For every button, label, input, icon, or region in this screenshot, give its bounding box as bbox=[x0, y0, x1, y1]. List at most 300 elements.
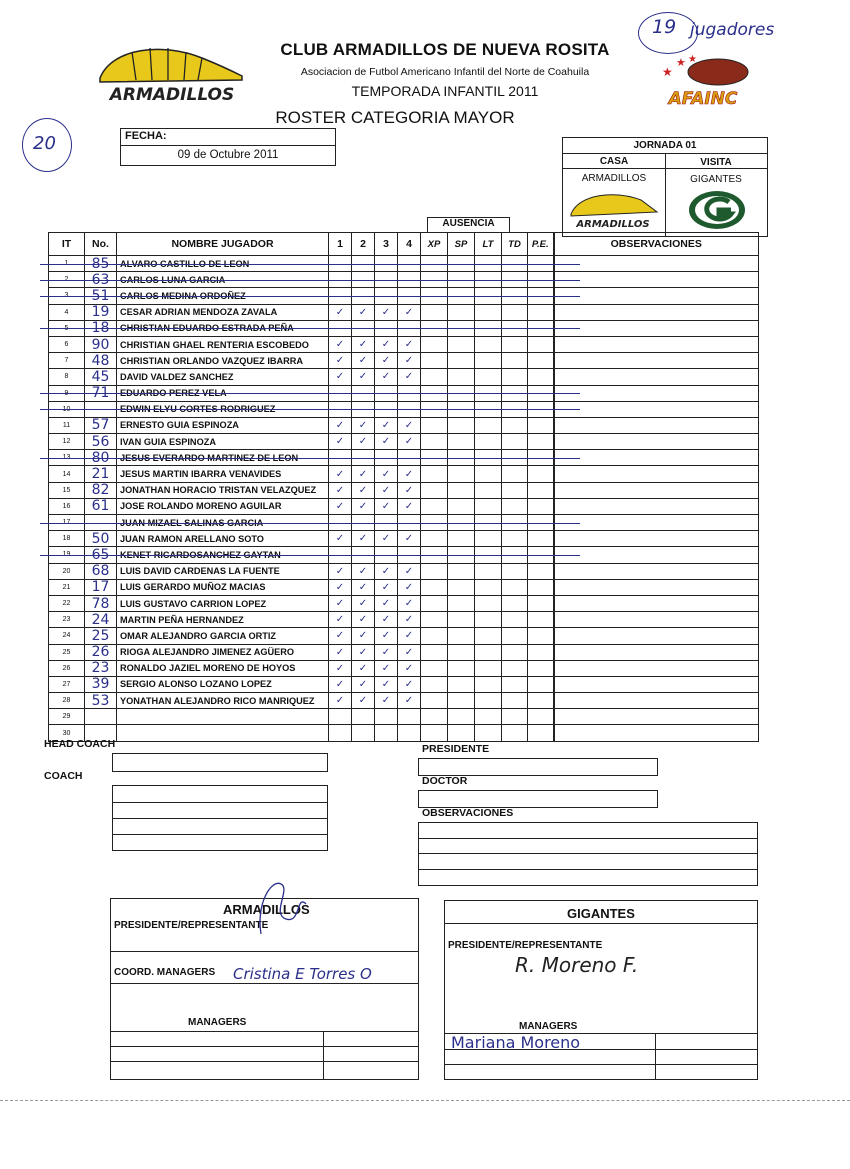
quarter-1-check: ✓ bbox=[329, 466, 352, 482]
absence-pe-cell bbox=[528, 709, 554, 725]
doctor-field bbox=[418, 790, 658, 808]
player-it: 10 bbox=[49, 401, 85, 417]
strike-through-line bbox=[40, 328, 580, 329]
quarter-4-check bbox=[398, 725, 421, 741]
quarter-2-check: ✓ bbox=[352, 434, 375, 450]
strike-through-line bbox=[40, 264, 580, 265]
player-it: 19 bbox=[49, 547, 85, 563]
absence-xp-cell bbox=[421, 304, 448, 320]
quarter-2-check: ✓ bbox=[352, 466, 375, 482]
absence-xp-cell bbox=[421, 644, 448, 660]
absence-pe-cell bbox=[528, 725, 554, 741]
table-row bbox=[49, 563, 759, 579]
observation-cell bbox=[554, 369, 759, 385]
absence-pe-cell bbox=[528, 693, 554, 709]
quarter-2-check: ✓ bbox=[352, 612, 375, 628]
observation-cell bbox=[554, 660, 759, 676]
absence-xp-cell bbox=[421, 709, 448, 725]
absence-xp-cell bbox=[421, 466, 448, 482]
quarter-4-check: ✓ bbox=[398, 628, 421, 644]
absence-xp-cell bbox=[421, 434, 448, 450]
absence-lt-cell bbox=[475, 336, 502, 352]
player-it: 13 bbox=[49, 450, 85, 466]
absence-sp-cell bbox=[448, 693, 475, 709]
absence-td-cell bbox=[502, 417, 528, 433]
quarter-3-check: ✓ bbox=[375, 531, 398, 547]
observation-cell bbox=[554, 612, 759, 628]
armadillos-team-logo bbox=[565, 190, 663, 230]
quarter-2-check: ✓ bbox=[352, 563, 375, 579]
observation-cell bbox=[554, 336, 759, 352]
col-no: No. bbox=[85, 233, 117, 256]
player-it: 16 bbox=[49, 498, 85, 514]
presidente-field bbox=[418, 758, 658, 776]
absence-td-cell bbox=[502, 676, 528, 692]
quarter-3-check: ✓ bbox=[375, 628, 398, 644]
page-bottom-line bbox=[0, 1100, 850, 1101]
player-number: 25 bbox=[85, 628, 117, 644]
player-number: 90 bbox=[85, 336, 117, 352]
svg-text:ARMADILLOS: ARMADILLOS bbox=[576, 219, 650, 230]
col-it: IT bbox=[49, 233, 85, 256]
quarter-1-check: ✓ bbox=[329, 417, 352, 433]
player-number: 17 bbox=[85, 579, 117, 595]
absence-sp-cell bbox=[448, 563, 475, 579]
player-number: 21 bbox=[85, 466, 117, 482]
table-row bbox=[49, 336, 759, 352]
quarter-3-check: ✓ bbox=[375, 595, 398, 611]
player-name: CESAR ADRIAN MENDOZA ZAVALA bbox=[117, 304, 329, 320]
quarter-4-check: ✓ bbox=[398, 304, 421, 320]
absence-pe-cell bbox=[528, 595, 554, 611]
player-number: 65 bbox=[85, 547, 117, 563]
player-number: 80 bbox=[85, 450, 117, 466]
absence-pe-cell bbox=[528, 644, 554, 660]
observation-cell bbox=[554, 579, 759, 595]
association-name: Asociacion de Futbol Americano Infantil del Norte de Coahuila bbox=[300, 66, 590, 78]
absence-lt-cell bbox=[475, 709, 502, 725]
absence-sp-cell bbox=[448, 612, 475, 628]
player-it: 25 bbox=[49, 644, 85, 660]
player-it: 3 bbox=[49, 288, 85, 304]
home-coord-signature: Cristina E Torres O bbox=[233, 965, 372, 983]
absence-lt-cell bbox=[475, 725, 502, 741]
player-name: CHRISTIAN EDUARDO ESTRADA PEÑA bbox=[117, 320, 329, 336]
player-it: 20 bbox=[49, 563, 85, 579]
quarter-4-check: ✓ bbox=[398, 660, 421, 676]
roster-title: ROSTER CATEGORIA MAYOR bbox=[275, 108, 515, 127]
player-it: 9 bbox=[49, 385, 85, 401]
home-presidente-signature bbox=[251, 874, 311, 944]
observation-cell bbox=[554, 644, 759, 660]
absence-sp-cell bbox=[448, 531, 475, 547]
player-it: 18 bbox=[49, 531, 85, 547]
player-name: EDWIN ELYU CORTES RODRIGUEZ bbox=[117, 401, 329, 417]
col-q3: 3 bbox=[375, 233, 398, 256]
observation-cell bbox=[554, 466, 759, 482]
absence-xp-cell bbox=[421, 417, 448, 433]
player-it: 6 bbox=[49, 336, 85, 352]
absence-td-cell bbox=[502, 482, 528, 498]
absence-lt-cell bbox=[475, 693, 502, 709]
absence-sp-cell bbox=[448, 434, 475, 450]
quarter-1-check: ✓ bbox=[329, 482, 352, 498]
quarter-1-check: ✓ bbox=[329, 676, 352, 692]
observation-cell bbox=[554, 676, 759, 692]
absence-sp-cell bbox=[448, 498, 475, 514]
strike-through-line bbox=[40, 280, 580, 281]
ausencia-header: AUSENCIA bbox=[427, 217, 510, 233]
quarter-2-check: ✓ bbox=[352, 660, 375, 676]
player-name: IVAN GUIA ESPINOZA bbox=[117, 434, 329, 450]
observation-cell bbox=[554, 304, 759, 320]
quarter-1-check bbox=[329, 725, 352, 741]
table-row bbox=[49, 482, 759, 498]
absence-xp-cell bbox=[421, 498, 448, 514]
player-it: 14 bbox=[49, 466, 85, 482]
player-number: 26 bbox=[85, 644, 117, 660]
home-managers-label: MANAGERS bbox=[188, 1017, 247, 1028]
quarter-4-check: ✓ bbox=[398, 579, 421, 595]
quarter-2-check: ✓ bbox=[352, 595, 375, 611]
quarter-1-check: ✓ bbox=[329, 531, 352, 547]
quarter-4-check: ✓ bbox=[398, 466, 421, 482]
absence-sp-cell bbox=[448, 725, 475, 741]
absence-pe-cell bbox=[528, 628, 554, 644]
absence-lt-cell bbox=[475, 498, 502, 514]
quarter-4-check: ✓ bbox=[398, 417, 421, 433]
absence-td-cell bbox=[502, 498, 528, 514]
absence-lt-cell bbox=[475, 482, 502, 498]
player-it: 5 bbox=[49, 320, 85, 336]
quarter-4-check: ✓ bbox=[398, 369, 421, 385]
quarter-2-check: ✓ bbox=[352, 676, 375, 692]
quarter-1-check: ✓ bbox=[329, 353, 352, 369]
handwritten-20: 20 bbox=[33, 133, 56, 154]
player-number: 18 bbox=[85, 320, 117, 336]
quarter-3-check: ✓ bbox=[375, 612, 398, 628]
quarter-2-check: ✓ bbox=[352, 304, 375, 320]
player-number: 68 bbox=[85, 563, 117, 579]
head-coach-label: HEAD COACH bbox=[44, 738, 116, 750]
absence-pe-cell bbox=[528, 579, 554, 595]
absence-pe-cell bbox=[528, 531, 554, 547]
player-name: OMAR ALEJANDRO GARCIA ORTIZ bbox=[117, 628, 329, 644]
table-row bbox=[49, 709, 759, 725]
quarter-1-check: ✓ bbox=[329, 304, 352, 320]
quarter-2-check bbox=[352, 725, 375, 741]
player-it: 29 bbox=[49, 709, 85, 725]
player-number: 50 bbox=[85, 531, 117, 547]
quarter-1-check: ✓ bbox=[329, 563, 352, 579]
quarter-3-check: ✓ bbox=[375, 579, 398, 595]
absence-sp-cell bbox=[448, 336, 475, 352]
player-it: 4 bbox=[49, 304, 85, 320]
quarter-3-check: ✓ bbox=[375, 466, 398, 482]
player-name bbox=[117, 709, 329, 725]
fecha-value: 09 de Octubre 2011 bbox=[177, 149, 279, 161]
absence-xp-cell bbox=[421, 563, 448, 579]
player-it: 8 bbox=[49, 369, 85, 385]
observation-cell bbox=[554, 482, 759, 498]
player-number: 24 bbox=[85, 612, 117, 628]
table-row bbox=[49, 660, 759, 676]
strike-through-line bbox=[40, 409, 580, 410]
quarter-4-check: ✓ bbox=[398, 482, 421, 498]
absence-pe-cell bbox=[528, 660, 554, 676]
table-row bbox=[49, 531, 759, 547]
quarter-3-check: ✓ bbox=[375, 498, 398, 514]
player-it: 2 bbox=[49, 272, 85, 288]
player-number: 48 bbox=[85, 353, 117, 369]
quarter-2-check: ✓ bbox=[352, 353, 375, 369]
observation-cell bbox=[554, 385, 759, 401]
observation-cell bbox=[554, 417, 759, 433]
observation-cell bbox=[554, 595, 759, 611]
fecha-box bbox=[120, 128, 336, 166]
player-it: 17 bbox=[49, 515, 85, 531]
absence-sp-cell bbox=[448, 369, 475, 385]
visita-label: VISITA bbox=[700, 157, 732, 168]
absence-lt-cell bbox=[475, 628, 502, 644]
away-team-title: GIGANTES bbox=[567, 906, 635, 921]
absence-xp-cell bbox=[421, 660, 448, 676]
absence-td-cell bbox=[502, 353, 528, 369]
observation-cell bbox=[554, 563, 759, 579]
quarter-1-check: ✓ bbox=[329, 612, 352, 628]
observation-cell bbox=[554, 256, 759, 272]
quarter-4-check: ✓ bbox=[398, 612, 421, 628]
observation-cell bbox=[554, 628, 759, 644]
observation-cell bbox=[554, 450, 759, 466]
absence-pe-cell bbox=[528, 434, 554, 450]
player-name: CHRISTIAN ORLANDO VAZQUEZ IBARRA bbox=[117, 353, 329, 369]
quarter-3-check: ✓ bbox=[375, 693, 398, 709]
absence-lt-cell bbox=[475, 644, 502, 660]
absence-xp-cell bbox=[421, 369, 448, 385]
absence-lt-cell bbox=[475, 417, 502, 433]
quarter-2-check: ✓ bbox=[352, 482, 375, 498]
quarter-1-check: ✓ bbox=[329, 336, 352, 352]
absence-sp-cell bbox=[448, 579, 475, 595]
club-title: CLUB ARMADILLOS DE NUEVA ROSITA bbox=[280, 40, 610, 59]
absence-sp-cell bbox=[448, 709, 475, 725]
svg-text:AFAINC: AFAINC bbox=[668, 89, 738, 109]
quarter-4-check: ✓ bbox=[398, 353, 421, 369]
col-q4: 4 bbox=[398, 233, 421, 256]
absence-lt-cell bbox=[475, 676, 502, 692]
player-number: 51 bbox=[85, 288, 117, 304]
table-row bbox=[49, 434, 759, 450]
quarter-2-check: ✓ bbox=[352, 579, 375, 595]
absence-xp-cell bbox=[421, 353, 448, 369]
absence-xp-cell bbox=[421, 336, 448, 352]
strike-through-line bbox=[40, 296, 580, 297]
absence-pe-cell bbox=[528, 676, 554, 692]
absence-pe-cell bbox=[528, 336, 554, 352]
table-row bbox=[49, 612, 759, 628]
player-name: LUIS GERARDO MUÑOZ MACIAS bbox=[117, 579, 329, 595]
absence-lt-cell bbox=[475, 563, 502, 579]
player-it: 7 bbox=[49, 353, 85, 369]
player-name: JESUS MARTIN IBARRA VENAVIDES bbox=[117, 466, 329, 482]
player-name: CHRISTIAN GHAEL RENTERIA ESCOBEDO bbox=[117, 336, 329, 352]
casa-team: ARMADILLOS bbox=[581, 173, 647, 184]
absence-sp-cell bbox=[448, 466, 475, 482]
gigantes-signature-box bbox=[444, 900, 758, 1080]
observation-cell bbox=[554, 515, 759, 531]
player-name: JUAN MIZAEL SALINAS GARCIA bbox=[117, 515, 329, 531]
player-it: 23 bbox=[49, 612, 85, 628]
quarter-3-check: ✓ bbox=[375, 417, 398, 433]
season-title: TEMPORADA INFANTIL 2011 bbox=[351, 83, 539, 99]
absence-td-cell bbox=[502, 644, 528, 660]
player-it: 30 bbox=[49, 725, 85, 741]
absence-td-cell bbox=[502, 612, 528, 628]
table-row bbox=[49, 644, 759, 660]
player-name: RONALDO JAZIEL MORENO DE HOYOS bbox=[117, 660, 329, 676]
player-it: 21 bbox=[49, 579, 85, 595]
absence-xp-cell bbox=[421, 693, 448, 709]
observation-cell bbox=[554, 434, 759, 450]
quarter-1-check: ✓ bbox=[329, 498, 352, 514]
quarter-4-check: ✓ bbox=[398, 693, 421, 709]
player-name: DAVID VALDEZ SANCHEZ bbox=[117, 369, 329, 385]
absence-xp-cell bbox=[421, 531, 448, 547]
player-name: KENET RICARDOSANCHEZ GAYTAN bbox=[117, 547, 329, 563]
absence-td-cell bbox=[502, 693, 528, 709]
handwritten-player-count: 19 bbox=[652, 16, 677, 38]
doctor-label: DOCTOR bbox=[422, 775, 468, 787]
quarter-2-check: ✓ bbox=[352, 531, 375, 547]
observation-cell bbox=[554, 401, 759, 417]
strike-through-line bbox=[40, 523, 580, 524]
player-name: JUAN RAMON ARELLANO SOTO bbox=[117, 531, 329, 547]
absence-lt-cell bbox=[475, 531, 502, 547]
player-name: ALVARO CASTILLO DE LEON bbox=[117, 256, 329, 272]
absence-lt-cell bbox=[475, 612, 502, 628]
col-sp: SP bbox=[448, 233, 475, 256]
table-row bbox=[49, 304, 759, 320]
quarter-4-check: ✓ bbox=[398, 498, 421, 514]
home-team-title: ARMADILLOS bbox=[223, 902, 310, 917]
table-row bbox=[49, 595, 759, 611]
quarter-3-check: ✓ bbox=[375, 336, 398, 352]
quarter-2-check: ✓ bbox=[352, 628, 375, 644]
player-number: 56 bbox=[85, 434, 117, 450]
away-manager-signature: Mariana Moreno bbox=[451, 1033, 581, 1052]
absence-td-cell bbox=[502, 595, 528, 611]
player-name: CARLOS MEDINA ORDOÑEZ bbox=[117, 288, 329, 304]
player-name: JESUS EVERARDO MARTINEZ DE LEON bbox=[117, 450, 329, 466]
quarter-3-check: ✓ bbox=[375, 676, 398, 692]
armadillos-logo bbox=[92, 40, 252, 108]
quarter-1-check: ✓ bbox=[329, 579, 352, 595]
quarter-2-check: ✓ bbox=[352, 417, 375, 433]
player-it: 27 bbox=[49, 676, 85, 692]
absence-lt-cell bbox=[475, 304, 502, 320]
player-name: YONATHAN ALEJANDRO RICO MANRIQUEZ bbox=[117, 693, 329, 709]
presidente-label: PRESIDENTE bbox=[422, 743, 490, 755]
col-q1: 1 bbox=[329, 233, 352, 256]
absence-td-cell bbox=[502, 725, 528, 741]
col-xp: XP bbox=[421, 233, 448, 256]
player-number: 78 bbox=[85, 595, 117, 611]
away-managers-label: MANAGERS bbox=[519, 1021, 578, 1032]
absence-sp-cell bbox=[448, 595, 475, 611]
absence-pe-cell bbox=[528, 466, 554, 482]
absence-td-cell bbox=[502, 660, 528, 676]
quarter-3-check: ✓ bbox=[375, 353, 398, 369]
col-td: TD bbox=[502, 233, 528, 256]
player-it: 26 bbox=[49, 660, 85, 676]
absence-td-cell bbox=[502, 466, 528, 482]
absence-xp-cell bbox=[421, 725, 448, 741]
player-name: EDUARDO PEREZ VELA bbox=[117, 385, 329, 401]
observaciones-label: OBSERVACIONES bbox=[422, 807, 514, 819]
player-number: 85 bbox=[85, 256, 117, 272]
strike-through-line bbox=[40, 458, 580, 459]
casa-label: CASA bbox=[599, 156, 629, 167]
fecha-label: FECHA: bbox=[125, 130, 167, 142]
absence-lt-cell bbox=[475, 660, 502, 676]
player-it: 28 bbox=[49, 693, 85, 709]
armadillos-signature-box bbox=[110, 898, 419, 1080]
strike-through-line bbox=[40, 393, 580, 394]
quarter-1-check: ✓ bbox=[329, 693, 352, 709]
player-name bbox=[117, 725, 329, 741]
table-row bbox=[49, 725, 759, 741]
player-it: 22 bbox=[49, 595, 85, 611]
table-row bbox=[49, 369, 759, 385]
quarter-3-check: ✓ bbox=[375, 369, 398, 385]
quarter-2-check bbox=[352, 709, 375, 725]
col-observaciones: OBSERVACIONES bbox=[554, 233, 759, 256]
afainc-logo bbox=[648, 54, 778, 110]
absence-td-cell bbox=[502, 628, 528, 644]
table-row bbox=[49, 628, 759, 644]
quarter-1-check: ✓ bbox=[329, 595, 352, 611]
quarter-4-check bbox=[398, 709, 421, 725]
observation-cell bbox=[554, 531, 759, 547]
quarter-2-check: ✓ bbox=[352, 644, 375, 660]
player-name: MARTIN PEÑA HERNANDEZ bbox=[117, 612, 329, 628]
coach-field bbox=[112, 785, 328, 851]
quarter-4-check: ✓ bbox=[398, 595, 421, 611]
away-presidente-signature: R. Moreno F. bbox=[515, 953, 639, 977]
absence-pe-cell bbox=[528, 612, 554, 628]
observation-cell bbox=[554, 693, 759, 709]
svg-text:ARMADILLOS: ARMADILLOS bbox=[109, 85, 235, 105]
player-it: 1 bbox=[49, 256, 85, 272]
absence-sp-cell bbox=[448, 644, 475, 660]
quarter-3-check: ✓ bbox=[375, 434, 398, 450]
absence-xp-cell bbox=[421, 595, 448, 611]
absence-sp-cell bbox=[448, 660, 475, 676]
player-name: JOSE ROLANDO MORENO AGUILAR bbox=[117, 498, 329, 514]
table-row bbox=[49, 417, 759, 433]
home-coord-label: COORD. MANAGERS bbox=[114, 967, 216, 978]
table-row bbox=[49, 693, 759, 709]
player-number: 39 bbox=[85, 676, 117, 692]
absence-xp-cell bbox=[421, 612, 448, 628]
absence-sp-cell bbox=[448, 676, 475, 692]
quarter-3-check bbox=[375, 709, 398, 725]
quarter-1-check: ✓ bbox=[329, 628, 352, 644]
absence-td-cell bbox=[502, 369, 528, 385]
col-name: NOMBRE JUGADOR bbox=[117, 233, 329, 256]
absence-td-cell bbox=[502, 579, 528, 595]
